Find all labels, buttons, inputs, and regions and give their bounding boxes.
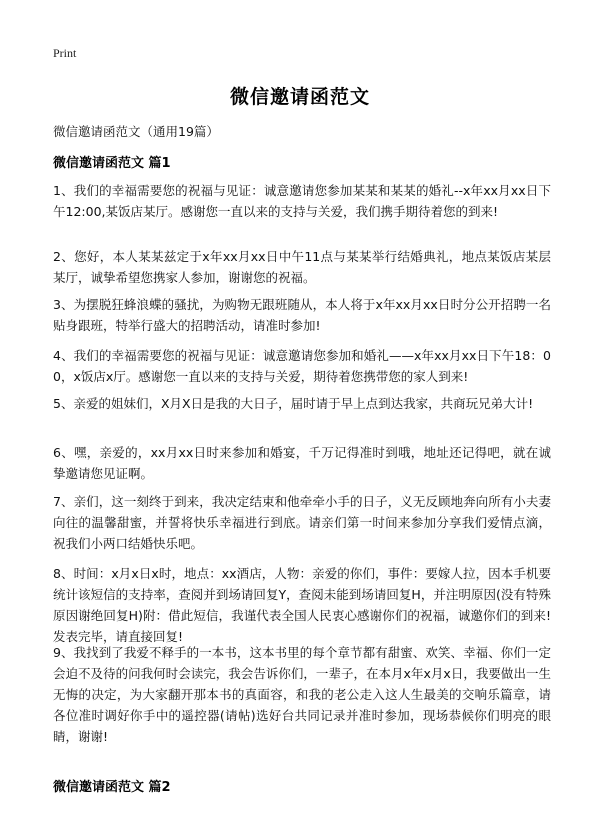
paragraph-1: 1、我们的幸福需要您的祝福与见证：诚意邀请您参加某某和某某的婚礼--x年xx月xx日下午12:00,某饭店某厅。感谢您一直以来的支持与关爱，我们携手期待着您的到来!: [53, 183, 551, 219]
section-heading-1: 微信邀请函范文 篇1: [53, 156, 171, 171]
document-subtitle: 微信邀请函范文（通用19篇）: [53, 124, 219, 139]
paragraph-2: 2、您好，本人某某兹定于x年xx月xx日中午11点与某某举行结婚典礼，地点某饭店某层某厅，诚挚希望您携家人参加，谢谢您的祝福。: [53, 249, 551, 285]
paragraph-7: 7、亲们，这一刻终于到来，我决定结束和他牵牵小手的日子，义无反顾地奔向所有小夫妻向往的温馨甜蜜，并誓将快乐幸福进行到底。请亲们第一时间来参加分享我们爱情点滴，祝我们小两口结婚快乐吧。: [53, 494, 551, 551]
page-title: 微信邀请函范文: [229, 86, 370, 108]
paragraph-9: 9、我找到了我爱不释手的一本书，这本书里的每个章节都有甜蜜、欢笑、幸福、你们一定会迫不及待的问我何时会读完，我会告诉你们，一辈子，在本月x年x月x日，我要做出一生无悔的决定，为大家翻开那本书的真面容，和我的老公走入这人生最美的交响乐篇章，请各位准时调好你手中的遥控器(请帖)选好台共同记录并准时参加，现场恭候你们明亮的眼睛，谢谢!: [53, 645, 551, 744]
print-link[interactable]: Print: [53, 46, 77, 60]
paragraph-4: 4、我们的幸福需要您的祝福与见证：诚意邀请您参加和婚礼——x年xx月xx日下午18：00，x饭店x厅。感谢您一直以来的支持与关爱，期待着您携带您的家人到来!: [53, 348, 551, 384]
paragraph-3: 3、为摆脱狂蜂浪蝶的骚扰，为购物无跟班随从，本人将于x年xx月xx日时分公开招聘一名贴身跟班，特举行盛大的招聘活动，请准时参加!: [53, 297, 551, 333]
paragraph-5: 5、亲爱的姐妹们，X月X日是我的大日子，届时请于早上点到达我家，共商玩兄弟大计!: [53, 396, 534, 411]
paragraph-6: 6、嘿，亲爱的，xx月xx日时来参加和婚宴，千万记得准时到哦，地址还记得吧，就在诚挚邀请您见证啊。: [53, 445, 551, 481]
section-heading-2: 微信邀请函范文 篇2: [53, 780, 171, 795]
paragraph-8: 8、时间：x月x日x时，地点：xx酒店，人物：亲爱的你们，事件：要嫁人拉，因本手机要统计该短信的支持率，查阅并到场请回复Y，查阅未能到场请回复H，并注明原因(没有特殊原因谢绝回复H)附：借此短信，我谨代表全国人民衷心感谢你们的祝福，诚邀你们的到来!发表完毕，请直接回复!: [53, 566, 551, 644]
